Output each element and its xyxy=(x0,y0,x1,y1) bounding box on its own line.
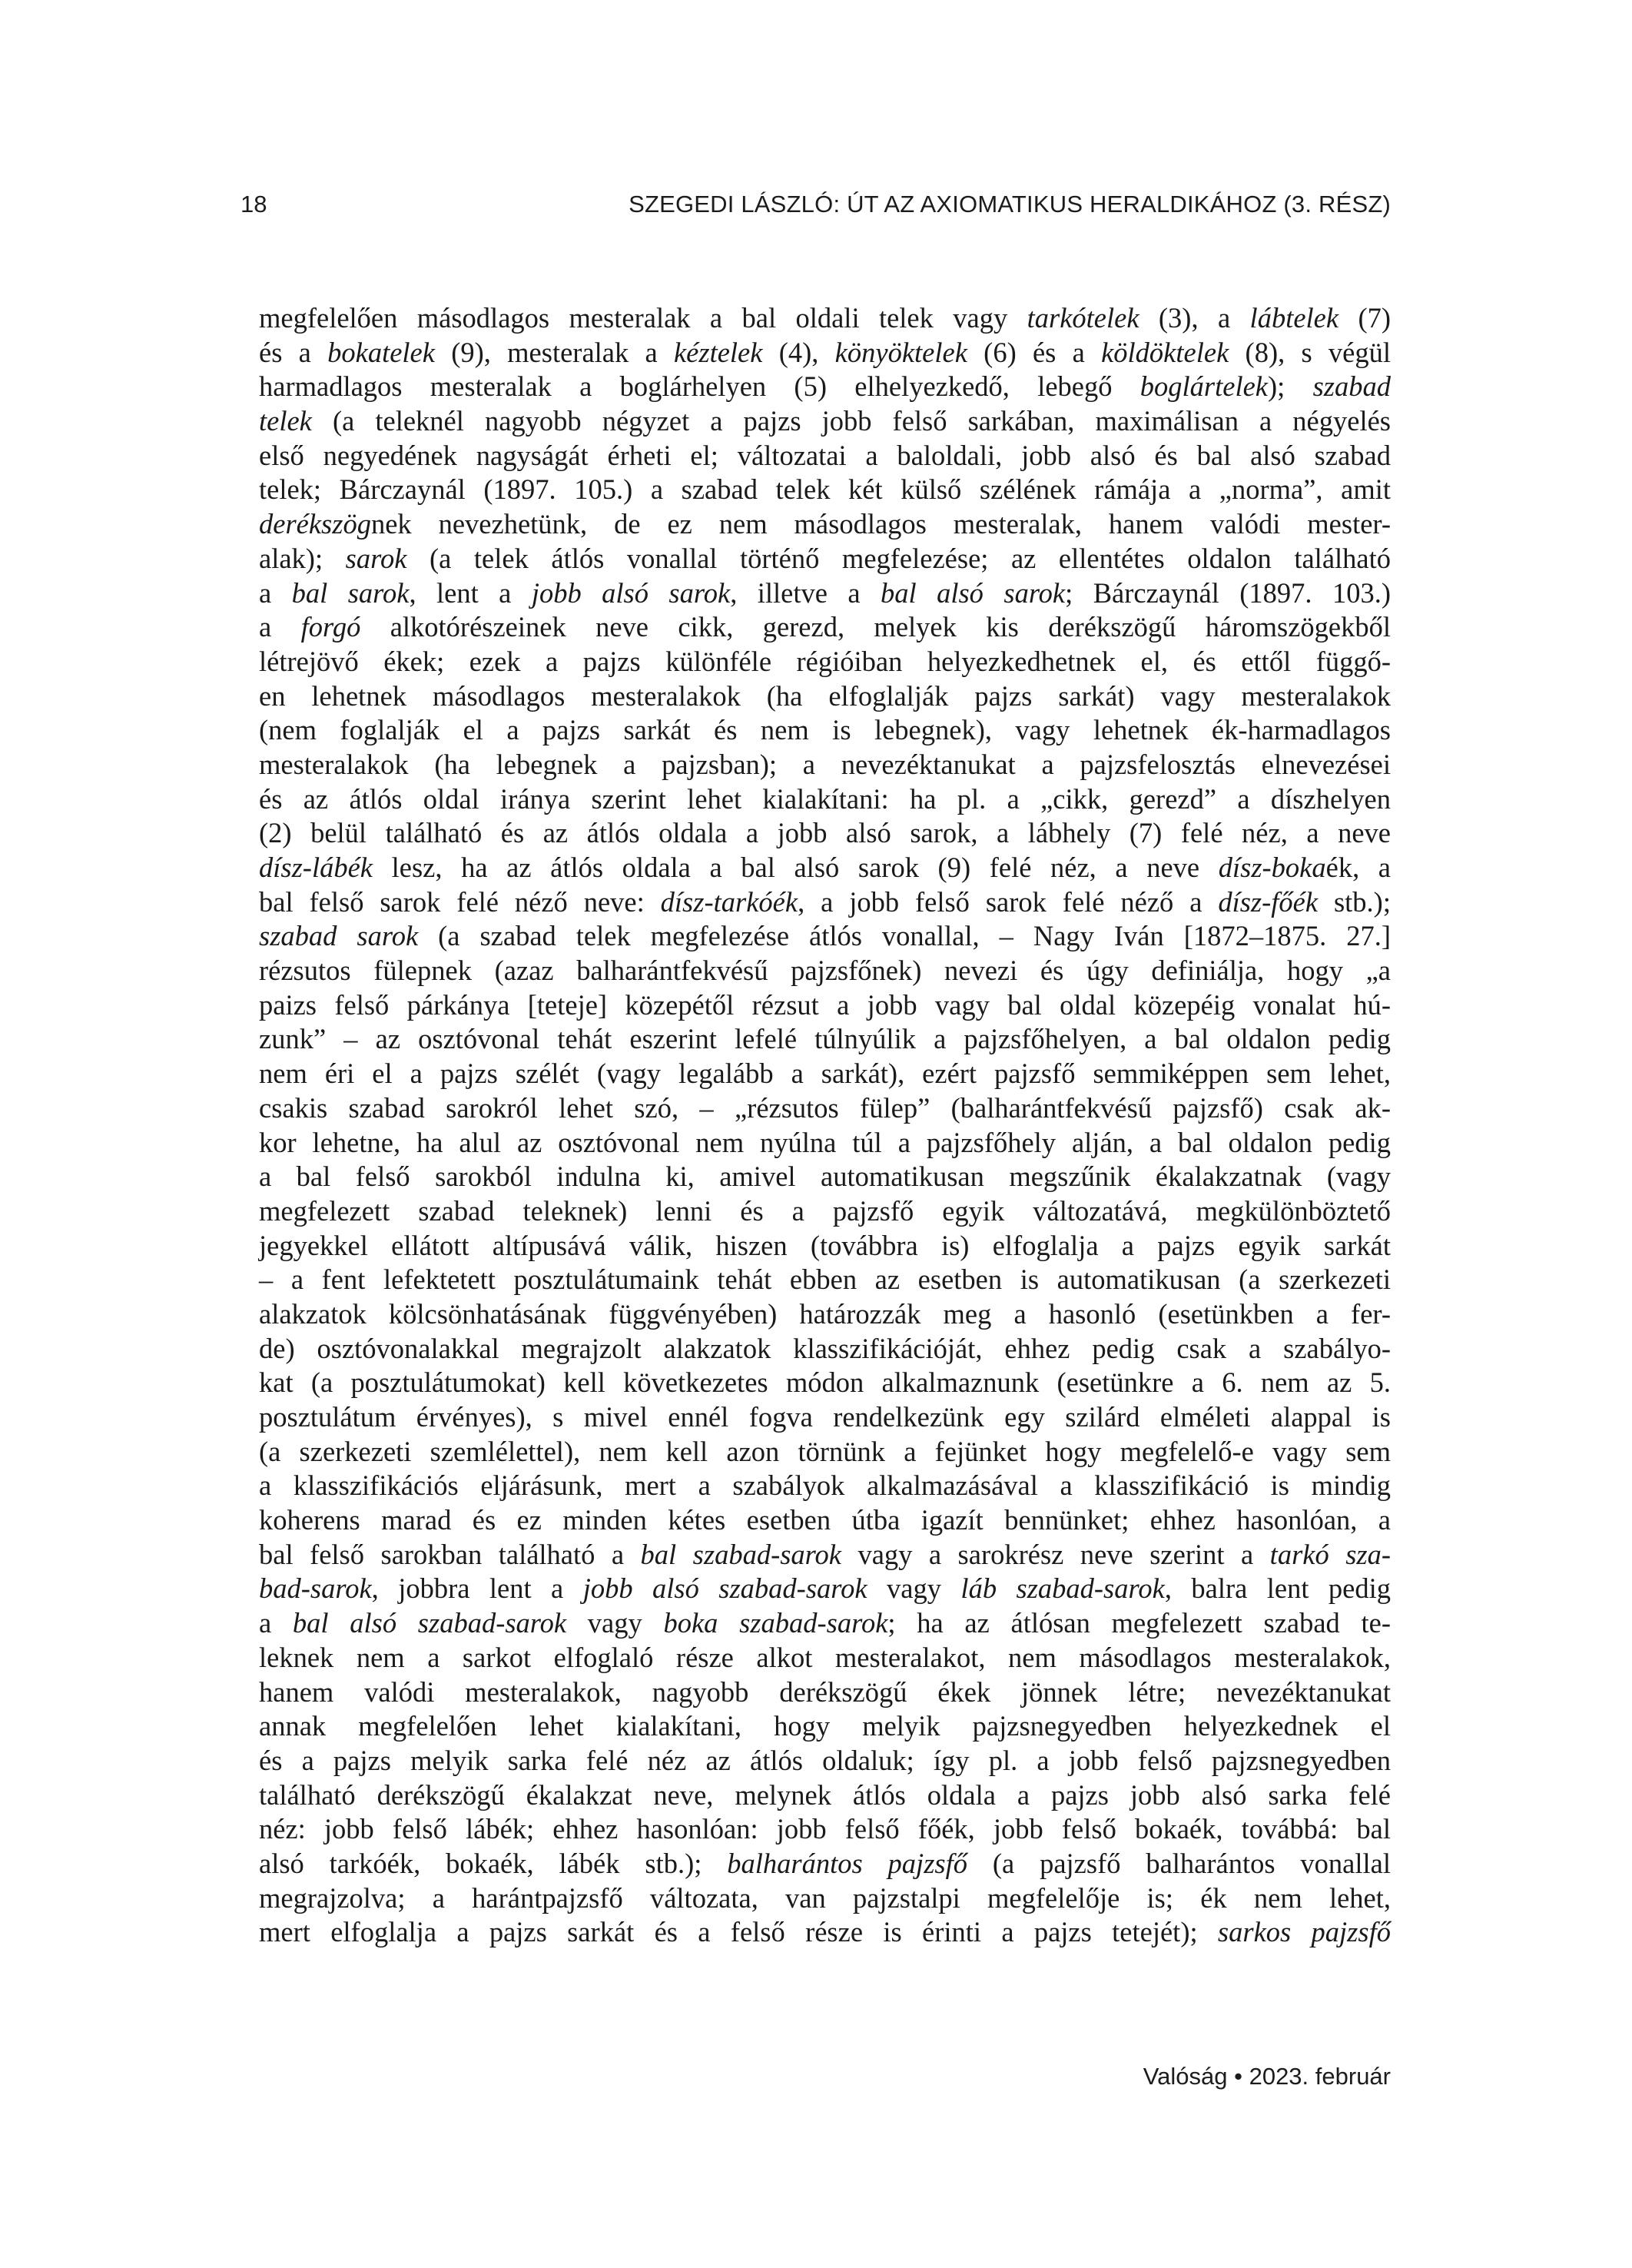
text-line xyxy=(259,1297,1391,1332)
text-run: alsó tarkóék, bokaék, lábék stb.); xyxy=(259,1847,728,1879)
text-run: mert elfoglalja a pajzs sarkát és a felső része is érinti a pajzs tetejét); xyxy=(259,1916,1218,1948)
text-line xyxy=(259,1881,1391,1916)
text-run: néz: jobb felső lábék; ehhez hasonlóan: jobb felső főék, jobb felső bokaék, továbbá: bal xyxy=(259,1813,1391,1845)
italic-term: boka szabad-sarok xyxy=(663,1607,888,1639)
text-run: vagy a sarokrész neve szerint a xyxy=(841,1538,1270,1570)
text-run: stb.); xyxy=(1318,885,1391,918)
text-run: telek; Bárczaynál (1897. 105.) a szabad telek két külső szélének rámája a „norma”, amit xyxy=(259,473,1391,506)
text-run: ; Bárczaynál (1897. 103.) xyxy=(1065,576,1392,609)
text-line xyxy=(259,1263,1391,1297)
text-line xyxy=(259,336,1391,370)
text-line xyxy=(259,1194,1391,1229)
text-line xyxy=(259,1022,1391,1057)
text-run: első negyedének nagyságát érheti el; változatai a baloldali, jobb alsó és bal alsó szabad xyxy=(259,439,1391,471)
body-text xyxy=(259,301,1391,1950)
text-run: és a xyxy=(259,336,328,368)
text-line xyxy=(259,576,1391,611)
text-line xyxy=(259,301,1391,336)
text-run: , balra lent pedig xyxy=(1164,1572,1391,1605)
running-header xyxy=(240,189,1391,220)
text-line xyxy=(259,1332,1391,1366)
text-line xyxy=(259,404,1391,439)
italic-term: kéztelek xyxy=(673,336,763,368)
italic-term: szabad sarok xyxy=(259,920,419,952)
text-line xyxy=(259,1778,1391,1813)
text-line xyxy=(259,1675,1391,1710)
text-line xyxy=(259,713,1391,748)
italic-term: sarkos pajzsfő xyxy=(1217,1916,1391,1948)
text-run: (a szabad telek megfelezése átlós vonallal, – Nagy Iván [1872–1875. 27.] xyxy=(418,920,1392,952)
italic-term: derékszög xyxy=(259,508,371,540)
page-number: 18 xyxy=(240,191,267,218)
text-line xyxy=(259,1709,1391,1744)
text-run: hanem valódi mesteralakok, nagyobb derékszögű ékek jönnek létre; nevezéktanukat xyxy=(259,1675,1391,1708)
italic-term: tarkótelek xyxy=(1027,302,1139,334)
text-run: vagy xyxy=(867,1572,961,1605)
text-run: rézsutos fülepnek (azaz balharántfekvésű pajzsfőnek) nevezi és úgy definiálja, hogy „a xyxy=(259,955,1391,987)
text-run: (a pajzsfő balharántos vonallal xyxy=(967,1847,1392,1879)
text-line xyxy=(259,988,1391,1023)
text-run: a xyxy=(259,611,301,643)
text-run: ék, a xyxy=(1325,852,1392,883)
italic-term: dísz-boka xyxy=(1218,852,1326,883)
text-line xyxy=(259,1538,1391,1572)
text-line xyxy=(259,473,1391,507)
italic-term: köldöktelek xyxy=(1101,336,1229,368)
italic-term: forgó xyxy=(300,611,361,643)
text-line xyxy=(259,507,1391,542)
text-line xyxy=(259,1091,1391,1126)
text-line xyxy=(259,1812,1391,1847)
text-run: (7) xyxy=(1338,302,1392,334)
italic-term: jobb alsó sarok xyxy=(531,576,731,609)
text-run: alak); xyxy=(259,542,346,574)
italic-term: szabad xyxy=(1312,370,1391,403)
italic-term: bal sarok xyxy=(291,576,410,609)
text-run: alakzatok kölcsönhatásának függvényében) határozzák meg a hasonló (esetünkben a fer- xyxy=(259,1297,1391,1330)
text-run: , lent a xyxy=(409,576,532,609)
text-run: , jobbra lent a xyxy=(371,1572,583,1605)
text-line xyxy=(259,542,1391,576)
text-line xyxy=(259,1915,1391,1950)
italic-term: bokatelek xyxy=(327,336,435,368)
text-run: de) osztóvonalakkal megrajzolt alakzatok klasszifikációját, ehhez pedig csak a szabályo- xyxy=(259,1332,1391,1364)
text-line xyxy=(259,610,1391,645)
italic-term: dísz-főék xyxy=(1218,885,1319,918)
text-run: (a szerkezeti szemlélettel), nem kell azon törnünk a fejünket hogy megfelelő-e vagy sem xyxy=(259,1435,1391,1467)
italic-term: bad-sarok xyxy=(259,1572,372,1605)
italic-term: jobb alsó szabad-sarok xyxy=(582,1572,867,1605)
text-run: (9), mesteralak a xyxy=(434,336,674,368)
text-line xyxy=(259,439,1391,473)
text-line xyxy=(259,645,1391,679)
italic-term: tarkó sza- xyxy=(1269,1538,1392,1570)
footer-publication: Valóság • 2023. február xyxy=(1143,2063,1391,2090)
text-run: en lehetnek másodlagos mesteralakok (ha elfoglalják pajzs sarkát) vagy mesteralakok xyxy=(259,679,1391,712)
text-run: (3), a xyxy=(1139,302,1250,334)
text-run: csakis szabad sarokról lehet szó, – „rézsutos fülep” (balharántfekvésű pajzsfő) csak ak- xyxy=(259,1091,1391,1124)
text-run: mesteralakok (ha lebegnek a pajzsban); a nevezéktanukat a pajzsfelosztás elnevezései xyxy=(259,748,1391,780)
italic-term: sarok xyxy=(345,542,407,574)
text-run: – a fent lefektetett posztulátumaink tehát ebben az esetben is automatikusan (a szerkezeti xyxy=(259,1264,1391,1296)
text-run: (2) belül található és az átlós oldala a jobb alsó sarok, a lábhely (7) felé néz, a neve xyxy=(259,817,1391,849)
text-line xyxy=(259,1400,1391,1435)
text-line xyxy=(259,1503,1391,1538)
text-line xyxy=(259,370,1391,404)
text-line xyxy=(259,1229,1391,1264)
text-line xyxy=(259,1744,1391,1778)
text-line xyxy=(259,954,1391,988)
italic-term: lábtelek xyxy=(1249,302,1339,334)
text-line xyxy=(259,1366,1391,1400)
text-run: kat (a posztulátumokat) kell következetes módon alkalmaznunk (esetünkre a 6. nem az 5. xyxy=(259,1366,1391,1399)
text-run: (6) és a xyxy=(967,336,1102,368)
text-run: a bal felső sarokból indulna ki, amivel automatikusan megszűnik ékalakzatnak (vagy xyxy=(259,1161,1391,1193)
text-line xyxy=(259,919,1391,954)
text-line xyxy=(259,782,1391,817)
text-run: létrejövő ékek; ezek a pajzs különféle régióiban helyezkedhetnek el, és ettől függő- xyxy=(259,645,1391,677)
text-run: (nem foglalják el a pajzs sarkát és nem is lebegnek), vagy lehetnek ék-harmadlagos xyxy=(259,714,1391,746)
text-run: nek nevezhetünk, de ez nem másodlagos mesteralak, hanem valódi mester- xyxy=(370,508,1391,540)
text-run: a xyxy=(259,576,292,609)
text-run: bal felső sarokban található a xyxy=(259,1538,641,1570)
text-run: ; ha az átlósan megfelezett szabad te- xyxy=(887,1607,1391,1639)
text-line xyxy=(259,1126,1391,1161)
text-run: megfelelően másodlagos mesteralak a bal oldali telek vagy xyxy=(259,302,1027,334)
text-line xyxy=(259,1160,1391,1194)
text-run: annak megfelelően lehet kialakítani, hogy melyik pajzsnegyedben helyezkednek el xyxy=(259,1710,1391,1742)
text-run: és az átlós oldal iránya szerint lehet kialakítani: ha pl. a „cikk, gerezd” a díszhelyen xyxy=(259,782,1391,815)
text-line xyxy=(259,679,1391,714)
text-run: a klasszifikációs eljárásunk, mert a szabályok alkalmazásával a klasszifikáció is mindig xyxy=(259,1469,1391,1502)
text-line xyxy=(259,816,1391,851)
text-run: (a teleknél nagyobb négyzet a pajzs jobb felső sarkában, maximálisan a négyelés xyxy=(311,405,1391,437)
italic-term: dísz-lábék xyxy=(259,852,373,883)
italic-term: dísz-tarkóék xyxy=(660,885,798,918)
text-line xyxy=(259,748,1391,782)
text-run: harmadlagos mesteralak a boglárhelyen (5) elhelyezkedő, lebegő xyxy=(259,370,1140,403)
italic-term: telek xyxy=(259,405,312,437)
text-line xyxy=(259,851,1391,885)
text-run: , a jobb felső sarok felé néző a xyxy=(798,885,1219,918)
text-line xyxy=(259,1435,1391,1469)
text-run: (4), xyxy=(762,336,835,368)
text-line xyxy=(259,1572,1391,1606)
text-line xyxy=(259,1469,1391,1503)
text-run: és a pajzs melyik sarka felé néz az átlós oldaluk; így pl. a jobb felső pajzsnegyedben xyxy=(259,1744,1391,1776)
text-run: vagy xyxy=(566,1607,664,1639)
text-line xyxy=(259,1641,1391,1675)
text-run: ); xyxy=(1268,370,1313,403)
text-run: a xyxy=(259,1607,293,1639)
italic-term: láb szabad-sarok xyxy=(960,1572,1165,1605)
text-run: alkotórészeinek neve cikk, gerezd, melyek kis derékszögű háromszögekből xyxy=(360,611,1392,643)
text-run: koherens marad és ez minden kétes esetben útba igazít bennünket; ehhez hasonlóan, a xyxy=(259,1504,1391,1536)
text-run: található derékszögű ékalakzat neve, melynek átlós oldala a pajzs jobb alsó sarka felé xyxy=(259,1778,1391,1811)
text-run: bal felső sarok felé néző neve: xyxy=(259,885,661,918)
text-run: paizs felső párkánya [teteje] közepétől rézsut a jobb vagy bal oldal közepéig vonalat hú- xyxy=(259,988,1391,1021)
text-line xyxy=(259,1606,1391,1641)
text-run: leknek nem a sarkot elfoglaló része alkot mesteralakot, nem másodlagos mesteralakok, xyxy=(259,1641,1391,1673)
text-run: (a telek átlós vonallal történő megfelezése; az ellentétes oldalon található xyxy=(406,542,1391,574)
text-run: jegyekkel ellátott altípusává válik, hiszen (továbbra is) elfoglalja a pajzs egyik sarkát xyxy=(259,1229,1391,1261)
text-run: megfelezett szabad teleknek) lenni és a pajzsfő egyik változatává, megkülönböztető xyxy=(259,1194,1391,1227)
text-run: megrajzolva; a harántpajzsfő változata, van pajzstalpi megfelelője is; ék nem lehet, xyxy=(259,1881,1391,1914)
running-title: SZEGEDI LÁSZLÓ: ÚT AZ AXIOMATIKUS HERALDIKÁHOZ (3. RÉSZ) xyxy=(629,191,1391,218)
italic-term: bal alsó sarok xyxy=(881,576,1066,609)
italic-term: bal alsó szabad-sarok xyxy=(292,1607,567,1639)
text-run: zunk” – az osztóvonal tehát eszerint lefelé túlnyúlik a pajzsfőhelyen, a bal oldalon pedig xyxy=(259,1023,1391,1055)
text-run: kor lehetne, ha alul az osztóvonal nem nyúlna túl a pajzsfőhely alján, a bal oldalon pedig xyxy=(259,1126,1391,1158)
italic-term: boglártelek xyxy=(1139,370,1268,403)
text-run: posztulátum érvényes), s mivel ennél fogva rendelkezünk egy szilárd elméleti alappal is xyxy=(259,1401,1391,1433)
text-run: (8), s végül xyxy=(1229,336,1392,368)
text-run: nem éri el a pajzs szélét (vagy legalább a sarkát), ezért pajzsfő semmiképpen sem lehet, xyxy=(259,1058,1391,1090)
text-line xyxy=(259,885,1391,920)
text-run: lesz, ha az átlós oldala a bal alsó sarok (9) felé néz, a neve xyxy=(373,852,1219,883)
italic-term: könyöktelek xyxy=(834,336,967,368)
text-line xyxy=(259,1847,1391,1881)
text-run: , illetve a xyxy=(730,576,881,609)
italic-term: bal szabad-sarok xyxy=(640,1538,841,1570)
text-line xyxy=(259,1057,1391,1091)
italic-term: balharántos pajzsfő xyxy=(727,1847,967,1879)
